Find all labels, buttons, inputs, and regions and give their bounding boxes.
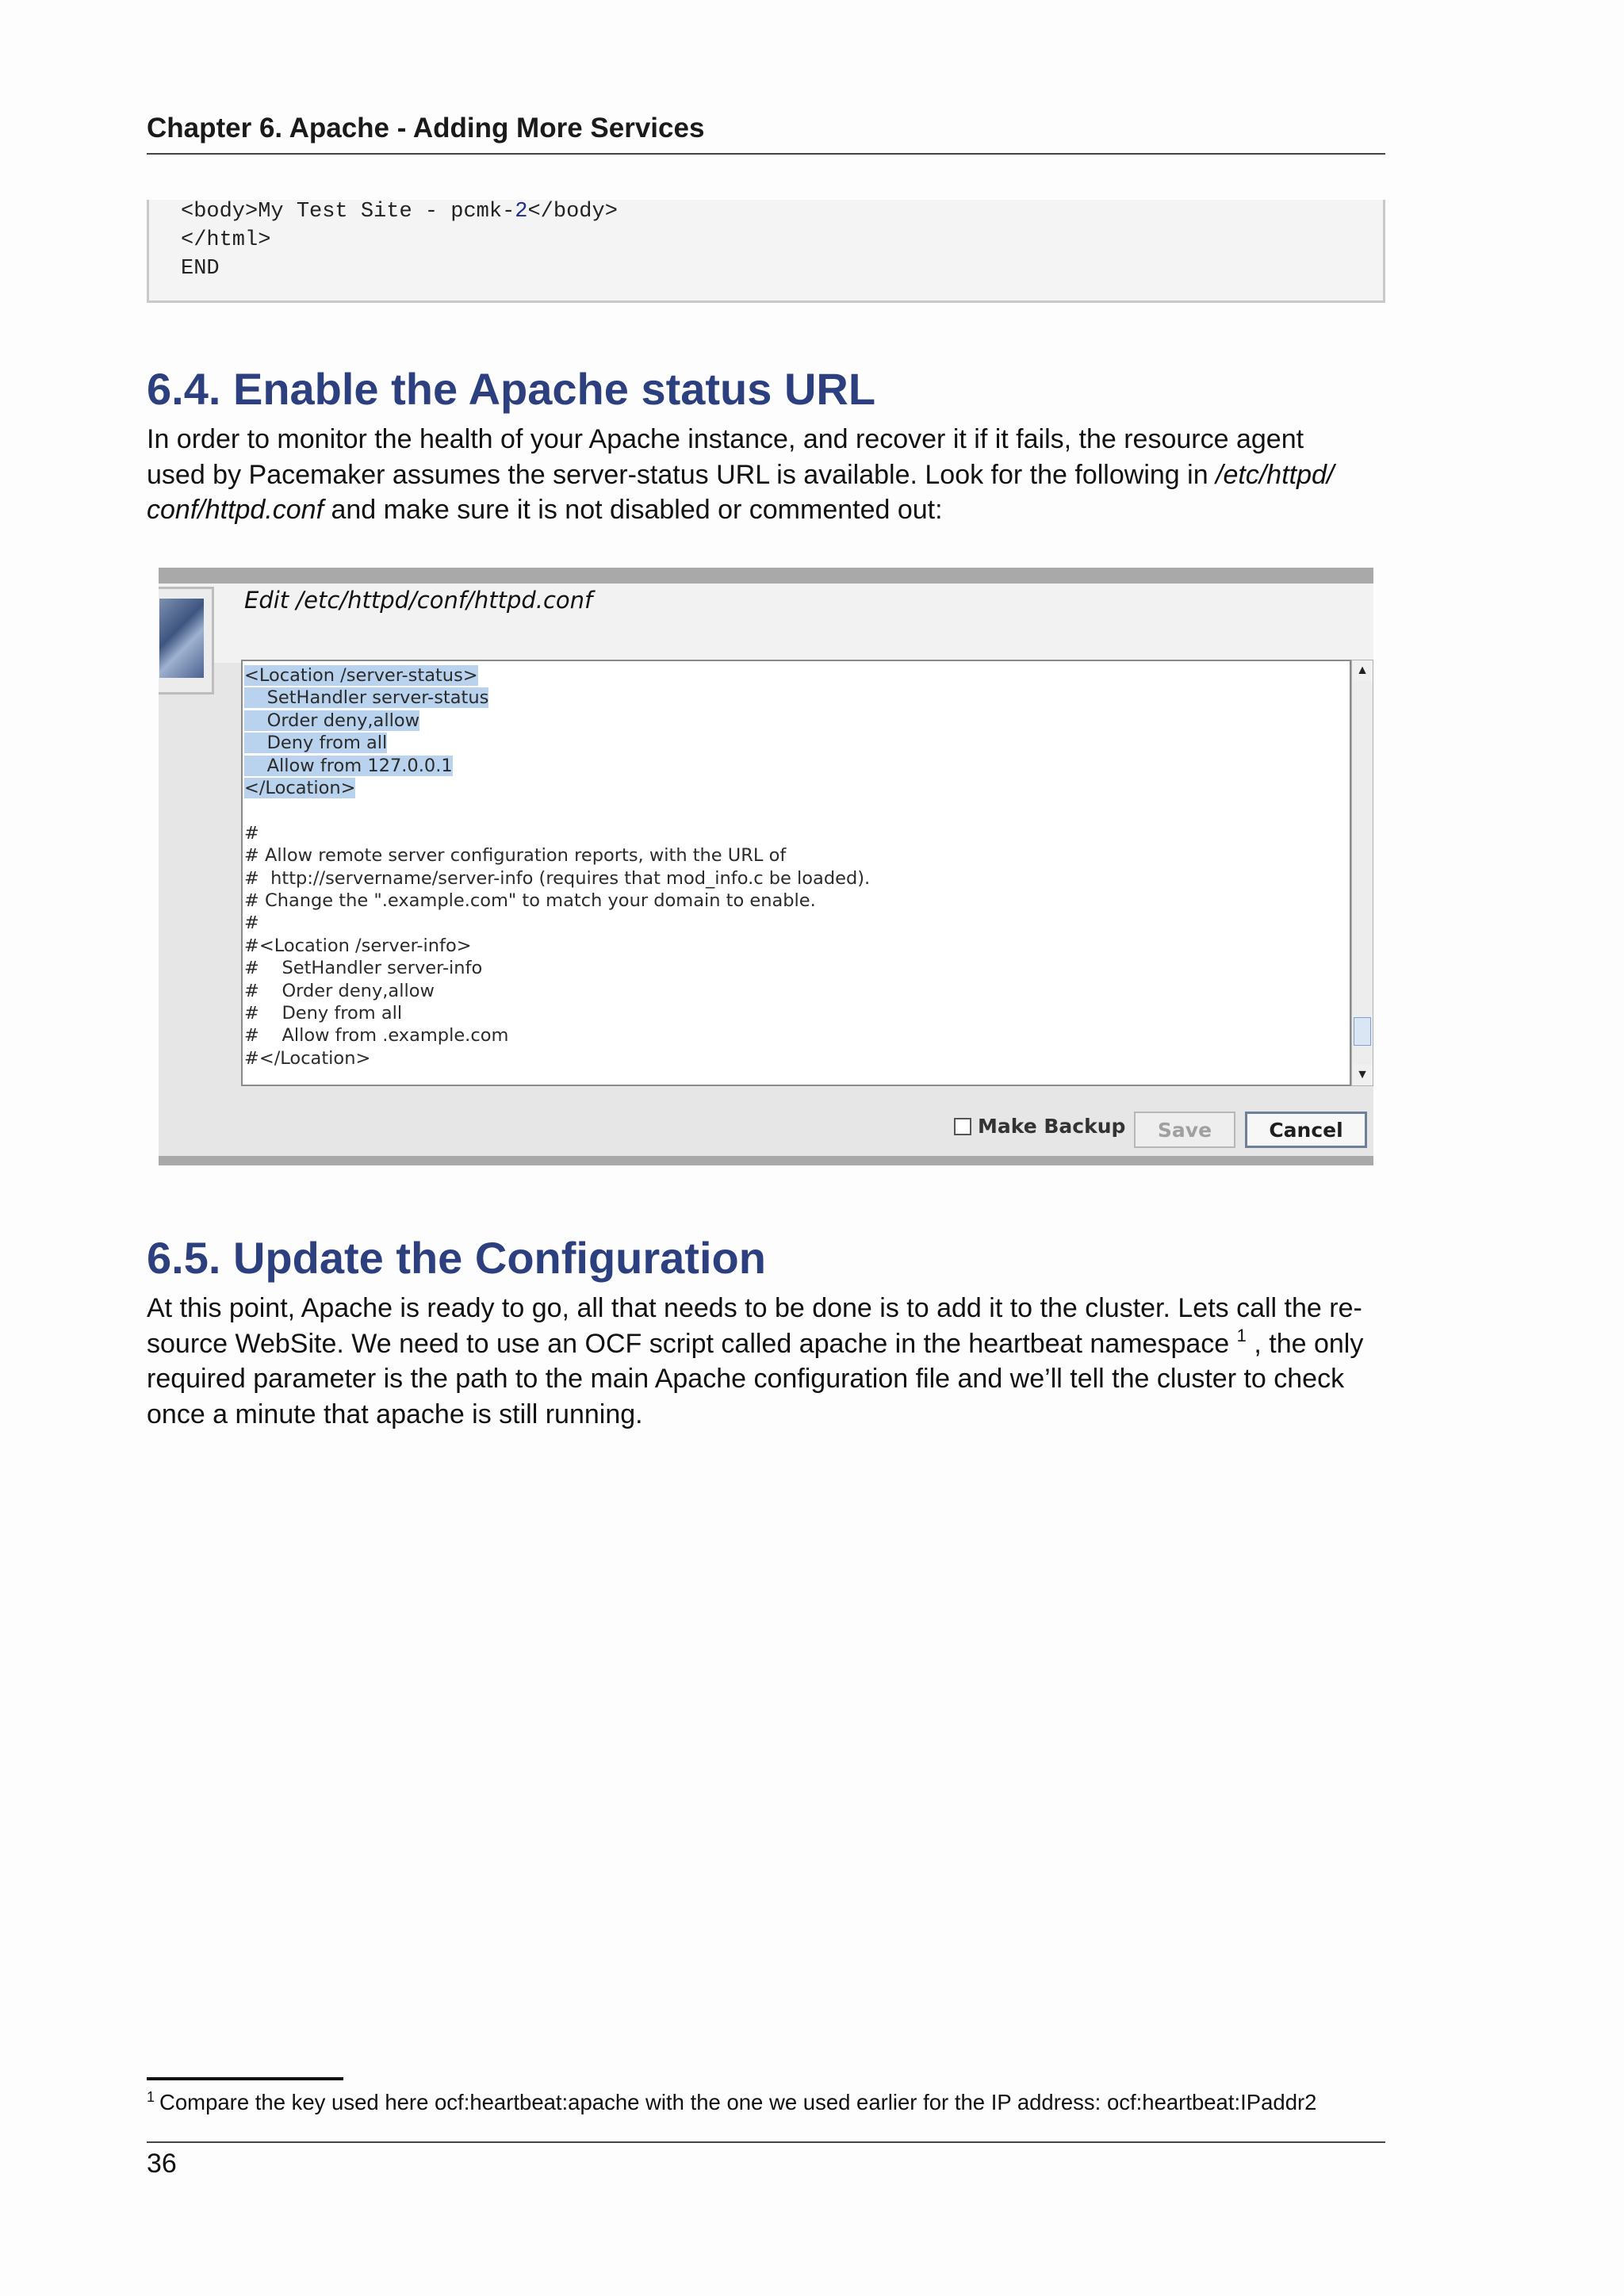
- editor-line-text: #: [244, 822, 259, 844]
- file-thumbnail-icon: [159, 587, 214, 695]
- editor-line[interactable]: [244, 822, 259, 844]
- editor-line[interactable]: [244, 912, 259, 934]
- editor-line[interactable]: [244, 867, 870, 890]
- editor-line[interactable]: [244, 732, 387, 754]
- editor-line-text: <Location /server-status>: [244, 665, 478, 686]
- editor-line[interactable]: [244, 1047, 370, 1070]
- paragraph-6-5: [147, 1291, 1392, 1432]
- editor-line[interactable]: [244, 980, 435, 1002]
- editor-line[interactable]: [244, 1002, 402, 1024]
- editor-line[interactable]: [244, 957, 482, 979]
- make-backup-label: Make Backup: [978, 1115, 1126, 1138]
- cancel-button[interactable]: Cancel: [1245, 1112, 1367, 1148]
- footnote-text: Compare the key used here ocf:heartbeat:apache with the one we used earlier for the IP address: ocf:heartbeat:IPaddr2: [159, 2090, 1317, 2114]
- make-backup-checkbox[interactable]: [954, 1118, 971, 1135]
- editor-line-text: </Location>: [244, 778, 356, 798]
- paragraph-line: [147, 457, 1392, 493]
- text: source WebSite. We need to use an OCF script called apache in the heartbeat namespace: [147, 1328, 1237, 1359]
- scroll-thumb[interactable]: [1354, 1017, 1371, 1046]
- editor-line-text: #: [244, 913, 259, 934]
- editor-line[interactable]: [244, 890, 816, 912]
- footnote: [147, 2090, 1316, 2115]
- screenshot-top-border: [159, 568, 1373, 584]
- paragraph-line: [147, 492, 1392, 528]
- paragraph-line: At this point, Apache is ready to go, all that needs to be done is to add it to the cluster. Lets call the re-: [147, 1293, 1362, 1323]
- editor-line-text: # Allow remote server configuration reports, with the URL of: [244, 845, 787, 867]
- section-heading-6-4: 6.4. Enable the Apache status URL: [147, 364, 876, 414]
- paragraph-line: [147, 1326, 1392, 1362]
- code-text: </body>: [527, 200, 618, 224]
- editor-line[interactable]: [244, 1024, 508, 1047]
- thumbnail-image: [159, 599, 204, 678]
- editor-line[interactable]: [244, 844, 786, 867]
- editor-line[interactable]: [244, 777, 355, 799]
- editor-line[interactable]: [244, 935, 472, 957]
- code-number: 2: [515, 200, 528, 224]
- section-heading-6-5: 6.5. Update the Configuration: [147, 1233, 766, 1283]
- config-text-editor[interactable]: [241, 660, 1351, 1086]
- code-text: <body>My Test Site - pcmk-: [181, 200, 515, 224]
- code-line: </html>: [181, 228, 271, 252]
- editor-line[interactable]: [244, 687, 488, 709]
- file-path: /etc/httpd/: [1216, 459, 1335, 490]
- text: and make sure it is not disabled or commented out:: [324, 495, 943, 525]
- code-line: [181, 200, 618, 224]
- editor-line-text: #</Location>: [244, 1047, 371, 1069]
- save-button[interactable]: Save: [1134, 1112, 1235, 1148]
- footnote-rule: [147, 2077, 343, 2080]
- editor-line-text: # Allow from .example.com: [244, 1025, 509, 1047]
- editor-line-text: # Deny from all: [244, 1003, 403, 1024]
- editor-screenshot: [159, 568, 1373, 1165]
- editor-line-text: # SetHandler server-info: [244, 958, 483, 979]
- file-path: conf/httpd.conf: [147, 495, 324, 525]
- footnote-reference[interactable]: 1: [1236, 1325, 1247, 1345]
- editor-line[interactable]: [244, 755, 453, 777]
- code-block: [147, 200, 1385, 303]
- editor-line-text: # http://servername/server-info (requires that mod_info.c be loaded).: [244, 867, 871, 889]
- editor-line-text: Allow from 127.0.0.1: [244, 755, 453, 776]
- scroll-down-icon[interactable]: ▼: [1352, 1065, 1373, 1085]
- paragraph-line: In order to monitor the health of your Apache instance, and recover it if it fails, the resource agent: [147, 424, 1304, 454]
- editor-line-text: # Order deny,allow: [244, 980, 435, 1001]
- chapter-header: Chapter 6. Apache - Adding More Services: [147, 113, 705, 144]
- footnote-marker: 1: [147, 2089, 155, 2105]
- paragraph-line: once a minute that apache is still running.: [147, 1399, 643, 1429]
- paragraph-6-4: [147, 422, 1392, 528]
- page-number: 36: [147, 2149, 177, 2179]
- editor-scrollbar[interactable]: [1351, 660, 1373, 1086]
- editor-line-text: # Change the ".example.com" to match your domain to enable.: [244, 890, 816, 911]
- editor-line[interactable]: [244, 664, 478, 687]
- editor-line-text: SetHandler server-status: [244, 687, 489, 709]
- screenshot-bottom-border: [159, 1156, 1373, 1165]
- editor-line-text: Order deny,allow: [244, 710, 420, 731]
- footer-rule: [147, 2141, 1385, 2143]
- dialog-title: Edit /etc/httpd/conf/httpd.conf: [244, 587, 593, 614]
- editor-line-text: Deny from all: [244, 733, 388, 754]
- editor-line[interactable]: [244, 710, 419, 732]
- text: used by Pacemaker assumes the server-status URL is available. Look for the following in: [147, 459, 1216, 490]
- scroll-up-icon[interactable]: ▲: [1352, 660, 1373, 681]
- paragraph-line: required parameter is the path to the main Apache configuration file and we’ll tell the cluster to check: [147, 1364, 1345, 1394]
- editor-line-text: #<Location /server-info>: [244, 935, 472, 956]
- header-rule: [147, 153, 1385, 155]
- text: , the only: [1246, 1328, 1364, 1359]
- code-line: END: [181, 257, 220, 281]
- make-backup-option[interactable]: [954, 1115, 1125, 1138]
